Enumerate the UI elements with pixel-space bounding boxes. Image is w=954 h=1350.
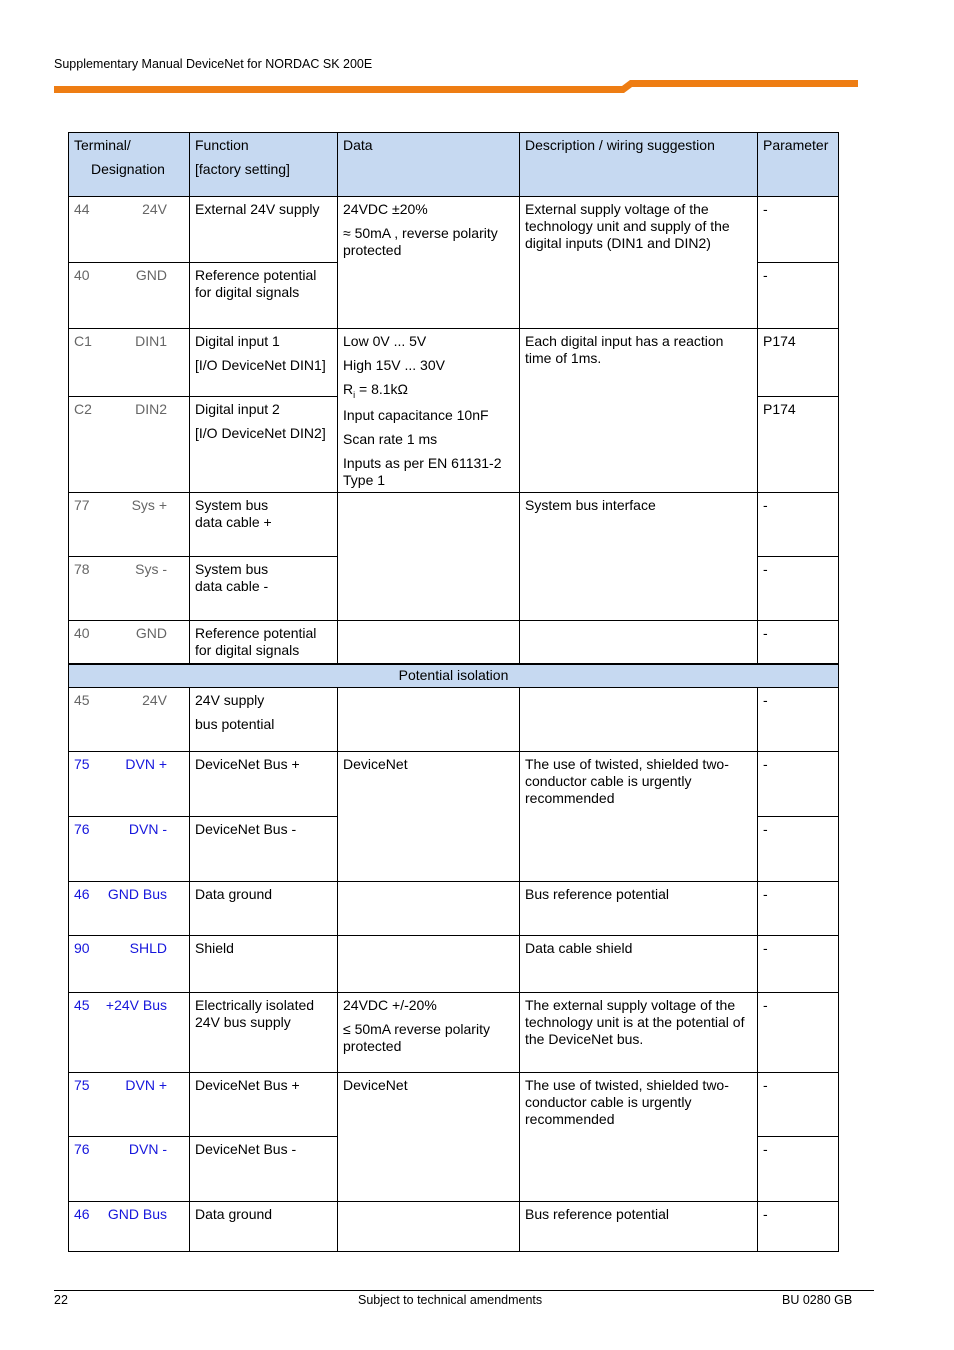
terminal-cell: C1 DIN1 xyxy=(69,329,190,397)
data-cell xyxy=(338,936,520,993)
parameter-cell: - xyxy=(758,1137,839,1202)
terminal-cell: C2 DIN2 xyxy=(69,397,190,493)
header-data: Data xyxy=(338,133,520,197)
function-cell: Data ground xyxy=(190,882,338,936)
terminal-cell: 76 DVN - xyxy=(69,1137,190,1202)
parameter-cell: - xyxy=(758,993,839,1073)
function-cell: External 24V supply xyxy=(190,197,338,263)
function-cell: System bus data cable + xyxy=(190,493,338,557)
function-cell: Digital input 1 [I/O DeviceNet DIN1] xyxy=(190,329,338,397)
description-cell: Data cable shield xyxy=(520,936,758,993)
data-cell: DeviceNet xyxy=(338,752,520,882)
data-cell: Low 0V ... 5V High 15V ... 30V $R_i = 8.1k\Omega$ Input capacitance 10nF Scan rate 1 ms Inputs as per EN 61131-2 Type 1 xyxy=(338,329,520,493)
function-cell: DeviceNet Bus + xyxy=(190,1073,338,1137)
parameter-cell: P174 xyxy=(758,397,839,493)
description-cell: System bus interface xyxy=(520,493,758,621)
function-cell: DeviceNet Bus + xyxy=(190,752,338,817)
function-cell: 24V supply bus potential xyxy=(190,688,338,752)
data-cell: 24VDC +/-20% ≤ 50mA reverse polarity protected xyxy=(338,993,520,1073)
footer-note: Subject to technical amendments xyxy=(358,1293,543,1307)
data-cell xyxy=(338,1202,520,1252)
description-cell: The use of twisted, shielded two-conductor cable is urgently recommended xyxy=(520,752,758,882)
terminal-cell: 45 +24V Bus xyxy=(69,993,190,1073)
document-code: BU 0280 GB xyxy=(782,1293,853,1307)
header-accent-bar xyxy=(54,78,858,94)
data-cell: 24VDC ±20% ≈ 50mA , reverse polarity protected xyxy=(338,197,520,329)
parameter-cell: - xyxy=(758,493,839,557)
terminal-cell: 44 24V xyxy=(69,197,190,263)
parameter-cell: - xyxy=(758,752,839,817)
table-row xyxy=(69,1202,839,1252)
parameter-cell: - xyxy=(758,263,839,329)
table-row xyxy=(69,197,839,263)
description-cell: Bus reference potential xyxy=(520,882,758,936)
parameter-cell: P174 xyxy=(758,329,839,397)
header-function: Function [factory setting] xyxy=(190,133,338,197)
description-cell xyxy=(520,621,758,664)
description-cell: The use of twisted, shielded two-conductor cable is urgently recommended xyxy=(520,1073,758,1202)
footer-divider xyxy=(54,1290,874,1291)
page-header-title: Supplementary Manual DeviceNet for NORDAC SK 200E xyxy=(54,57,373,71)
description-cell: External supply voltage of the technology unit and supply of the digital inputs (DIN1 and DIN2) xyxy=(520,197,758,329)
parameter-cell: - xyxy=(758,817,839,882)
table-row xyxy=(69,993,839,1073)
terminal-cell: 40 GND xyxy=(69,263,190,329)
terminal-cell: 45 24V xyxy=(69,688,190,752)
table-row xyxy=(69,688,839,752)
terminal-cell: 40 GND xyxy=(69,621,190,664)
function-cell: System bus data cable - xyxy=(190,557,338,621)
parameter-cell: - xyxy=(758,1073,839,1137)
page-number: 22 xyxy=(54,1293,68,1307)
header-description: Description / wiring suggestion xyxy=(520,133,758,197)
function-cell: DeviceNet Bus - xyxy=(190,1137,338,1202)
terminal-cell: 78 Sys - xyxy=(69,557,190,621)
table-row xyxy=(69,621,839,664)
table-row xyxy=(69,752,839,817)
parameter-cell: - xyxy=(758,688,839,752)
function-cell: Data ground xyxy=(190,1202,338,1252)
parameter-cell: - xyxy=(758,1202,839,1252)
description-cell: The external supply voltage of the technology unit is at the potential of the DeviceNet bus. xyxy=(520,993,758,1073)
function-cell: DeviceNet Bus - xyxy=(190,817,338,882)
table-row xyxy=(69,1073,839,1137)
terminal-cell: 46 GND Bus xyxy=(69,882,190,936)
data-cell xyxy=(338,493,520,621)
terminal-cell: 46 GND Bus xyxy=(69,1202,190,1252)
description-cell: Bus reference potential xyxy=(520,1202,758,1252)
function-cell: Reference potential for digital signals xyxy=(190,621,338,664)
header-terminal: Terminal/ Designation xyxy=(69,133,190,197)
terminal-cell: 77 Sys + xyxy=(69,493,190,557)
parameter-cell: - xyxy=(758,882,839,936)
terminal-table xyxy=(68,132,839,1252)
function-cell: Digital input 2 [I/O DeviceNet DIN2] xyxy=(190,397,338,493)
data-cell xyxy=(338,621,520,664)
terminal-cell: 76 DVN - xyxy=(69,817,190,882)
terminal-cell: 75 DVN + xyxy=(69,752,190,817)
section-title: Potential isolation xyxy=(69,664,839,688)
table-row xyxy=(69,329,839,397)
table-row xyxy=(69,882,839,936)
table-row xyxy=(69,493,839,557)
parameter-cell: - xyxy=(758,557,839,621)
function-cell: Shield xyxy=(190,936,338,993)
description-cell xyxy=(520,688,758,752)
table-row xyxy=(69,936,839,993)
data-cell xyxy=(338,882,520,936)
parameter-cell: - xyxy=(758,621,839,664)
section-row xyxy=(69,664,839,688)
description-cell: Each digital input has a reaction time of 1ms. xyxy=(520,329,758,493)
data-cell: DeviceNet xyxy=(338,1073,520,1202)
header-parameter: Parameter xyxy=(758,133,839,197)
data-cell xyxy=(338,688,520,752)
terminal-cell: 90 SHLD xyxy=(69,936,190,993)
table-header-row xyxy=(69,133,839,197)
parameter-cell: - xyxy=(758,936,839,993)
parameter-cell: - xyxy=(758,197,839,263)
function-cell: Electrically isolated 24V bus supply xyxy=(190,993,338,1073)
function-cell: Reference potential for digital signals xyxy=(190,263,338,329)
terminal-cell: 75 DVN + xyxy=(69,1073,190,1137)
